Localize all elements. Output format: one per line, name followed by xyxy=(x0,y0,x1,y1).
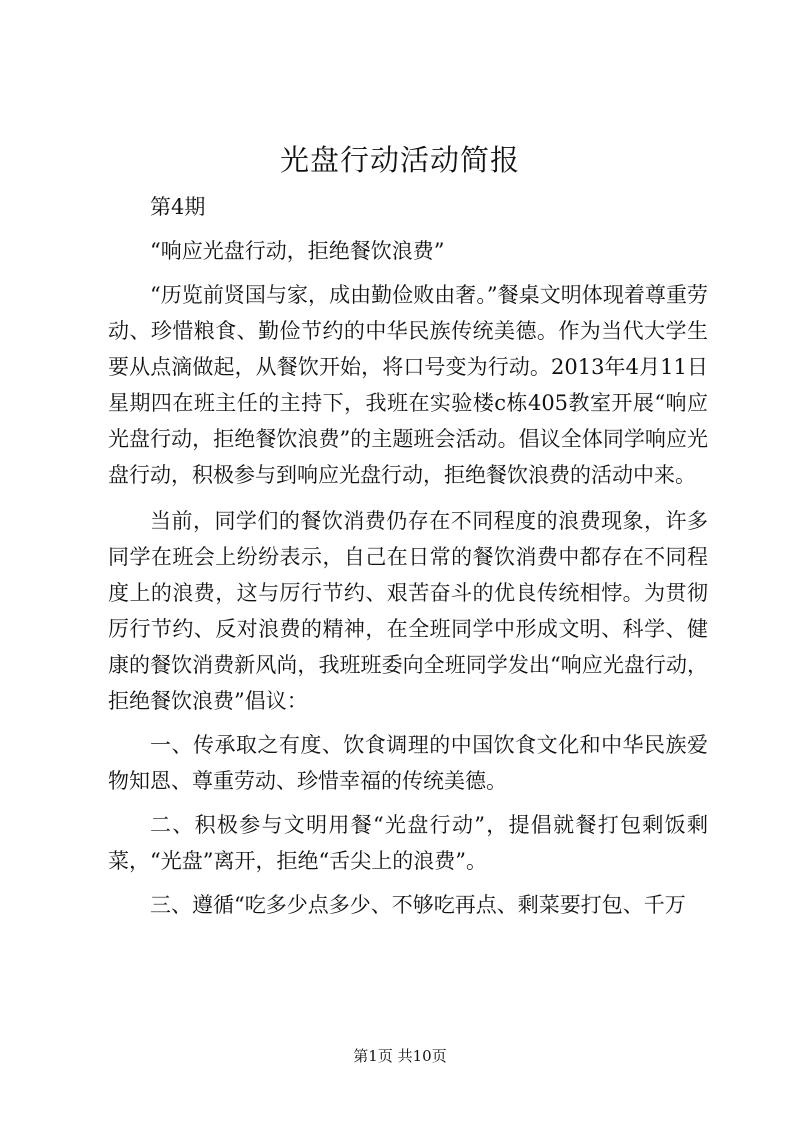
theme-slogan: “响应光盘行动，拒绝餐饮浪费” xyxy=(150,239,445,263)
issue-number: 第4期 xyxy=(150,195,206,219)
page-footer: 第1页 共10页 xyxy=(353,1047,447,1065)
proposal-item: 一、传承取之有度、饮食调理的中国饮食文化和中华民族爱物知恩、尊重劳动、珍惜幸福的传统美德。 xyxy=(108,733,708,793)
document-title: 光盘行动活动简报 xyxy=(279,143,520,177)
body-paragraph: “历览前贤国与家，成由勤俭败由奢。”餐桌文明体现着尊重劳动、珍惜粮食、勤俭节约的中华民族传统美德。作为当代大学生要从点滴做起，从餐饮开始，将口号变为行动。2013年4月11日星期四在班主任的主持下，我班在实验楼c栋405教室开展“响应光盘行动，拒绝餐饮浪费”的主题班会活动。倡议全体同学响应光盘行动，积极参与到响应光盘行动，拒绝餐饮浪费的活动中来。 xyxy=(108,283,708,487)
body-paragraph: 当前，同学们的餐饮消费仍存在不同程度的浪费现象，许多同学在班会上纷纷表示，自己在日常的餐饮消费中都存在不同程度上的浪费，这与厉行节约、艰苦奋斗的优良传统相悖。为贯彻厉行节约、反对浪费的精神，在全班同学中形成文明、科学、健康的餐饮消费新风尚，我班班委向全班同学发出“响应光盘行动，拒绝餐饮浪费”倡议： xyxy=(108,509,708,713)
document-body xyxy=(108,189,708,923)
proposal-item: 二、积极参与文明用餐“光盘行动”，提倡就餐打包剩饭剩菜，“光盘”离开，拒绝“舌尖上的浪费”。 xyxy=(108,813,708,873)
proposal-item: 三、遵循“吃多少点多少、不够吃再点、剩菜要打包、千万 xyxy=(150,893,686,917)
